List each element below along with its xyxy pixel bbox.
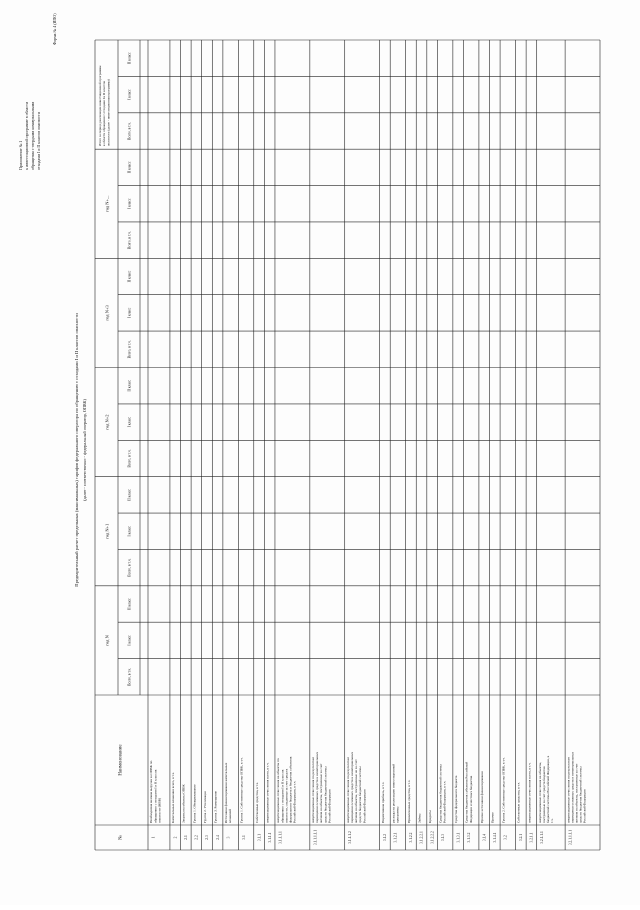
row-number-15: 3.1.2.1 — [393, 832, 398, 843]
row-name-18: Кредиты — [428, 810, 433, 823]
header-sub-2-3: II класс — [127, 489, 132, 501]
row-name-16: Привлеченные средства, в т.ч. — [406, 779, 411, 823]
row-number-14: 3.1.2 — [383, 833, 388, 842]
row-number-8: 3.1 — [241, 835, 246, 840]
row-number-25: 3.2.1 — [519, 833, 524, 842]
row-number-22: 3.1.4 — [482, 833, 487, 842]
row-number-27: 3.2.1.1.1 — [540, 831, 545, 844]
row-name-8: Группа 1. Собственные средства ОПВК, в т.ч. — [239, 757, 244, 823]
header-sub-1-1: Всего, в т.ч. — [127, 667, 132, 686]
appendix-line-4: отходами I и II классов опасности — [36, 112, 41, 170]
row-number-5: 2.3 — [205, 835, 210, 840]
row-number-11: 3.1.1.1.1 — [278, 831, 283, 844]
row-name-25: Собственные средства, в т.ч. — [516, 781, 521, 823]
form-reference: Форма № 4 (ИПО) — [52, 13, 57, 45]
row-name-28: амортизационные отчисления по результатампереоценки основных средств и нематериальныхактивов на объекты, построенные за счетсредств бюджетов бюджетной системыРоссийской Федерации — [566, 751, 587, 823]
row-number-26: 3.2.1.1 — [529, 832, 534, 843]
row-number-4: 2.2 — [194, 835, 199, 840]
row-number-23: 3.1.4.1 — [492, 832, 497, 843]
row-name-14: Нормативная прибыль, в т.ч. — [380, 781, 385, 823]
header-sub-5-1: Всего, в т.ч. — [127, 231, 132, 250]
header-sub-5-3: II класс — [127, 161, 132, 174]
row-number-12: 3.1.1.1.1.1 — [313, 829, 318, 846]
row-name-2: Капитальные вложения всего, в т.ч. — [171, 771, 176, 823]
header-total-period: Итого за период реализации инвестиционной программыв области обращения с отходами I и II классовопасности (далее - инвестиционная программа) — [98, 65, 111, 147]
header-sub-6-1: Всего, в т.ч. — [127, 121, 132, 141]
header-sub-2-1: Всего, в т.ч. — [127, 558, 132, 577]
row-number-2: 2 — [173, 836, 178, 839]
appendix-line-1: Приложение № 1 — [18, 140, 23, 170]
row-number-17: 3.1.2.2.1 — [419, 831, 424, 844]
row-name-12: амортизационные отчисления по результатампереоценки основных средств и нематериальныхактивов на объекты, построенные за счетсредств бюджетов бюджетной системыРоссийской Федерации — [311, 751, 332, 823]
row-name-23: Прочие — [490, 812, 495, 823]
row-number-16: 3.1.2.2 — [409, 832, 414, 843]
row-number-7: 3 — [226, 836, 231, 839]
row-name-7: Источники финансирования капитальныхвложений — [224, 762, 233, 823]
header-sub-4-2: I класс — [127, 307, 132, 319]
document-subtitle: (далее - соответственно - федеральный оператор, ОПВК) — [82, 399, 87, 501]
row-number-19: 3.1.3 — [440, 833, 445, 842]
row-name-24: Группа 2. Собственные средства ОПВК, в т.ч. — [501, 757, 506, 823]
header-sub-3-1: Всего, в т.ч. — [127, 449, 132, 468]
row-number-9: 3.1.1 — [257, 833, 262, 842]
row-number-24: 3.2 — [503, 835, 508, 840]
row-name-17: Займы — [417, 813, 422, 823]
row-name-15: расходы на реализацию инвестиционнойпрограммы — [391, 763, 400, 823]
row-name-13: амортизационные отчисления по результатампереоценки основных средств и нематериальныхактивов на объекты, построенные не за счетсредств бюджетов бюджетной системыРоссийской Федерации — [345, 751, 367, 823]
row-name-11: амортизационные отчисления на объекты пообращению с отходами I и II классовопасности, созданные за счет средствфедерального бюджета и бюджетов субъектовРоссийской Федерации, в т.ч. — [276, 756, 297, 823]
header-year-2: год N+1 — [104, 523, 110, 539]
row-name-21: Средства бюджетов субъектов РоссийскойФедерации и местных бюджетов — [464, 761, 473, 823]
row-number-13: 3.1.1.1.2 — [348, 831, 353, 844]
row-name-22: Прочие источники финансирования — [480, 771, 485, 823]
row-name-1: Необходимая валовая выручка за ОПВК пообращению с отходами I и II классовопасности (НВВ) — [149, 760, 162, 823]
row-number-20: 3.1.3.1 — [456, 832, 461, 843]
header-sub-2-2: I класс — [127, 526, 132, 537]
row-number-6: 2.4 — [215, 835, 220, 840]
row-number-1: 1 — [151, 836, 156, 839]
appendix-line-3: обращения с твердыми коммунальными — [30, 101, 35, 170]
header-sub-1-3: II класс — [127, 598, 132, 610]
header-year-1: год N — [104, 635, 110, 646]
row-name-26: амортизационные отчисления всего, в т.ч. — [527, 762, 532, 823]
header-sub-6-2: I класс — [127, 89, 132, 100]
row-number-21: 3.1.3.2 — [466, 832, 471, 843]
row-name-20: Средства федерального бюджета — [454, 775, 459, 823]
row-name-9: Собственные средства, в т.ч. — [254, 781, 259, 823]
row-name-3: Затраты на объекты ОПВК — [181, 784, 186, 823]
row-number-18: 3.1.2.2.2 — [430, 831, 435, 844]
row-number-28: 3.2.1.1.1.1 — [568, 829, 573, 846]
header-sub-6-3: II класс — [127, 52, 132, 65]
row-name-5: Группа 2. Утилизация — [202, 791, 207, 823]
header-number: № — [118, 835, 124, 840]
header-sub-3-2: I класс — [127, 416, 132, 428]
row-name-27: амортизационные отчисления на объекты,построенные за счет средств бюджетовбюджетной системы Российской Федерации, вт.ч. — [537, 755, 555, 823]
appendix-line-2: к инвестиционной программе в области — [24, 102, 29, 170]
row-name-4: Группа 1. Обезвреживание — [192, 784, 197, 823]
header-year-3: год N+2 — [104, 414, 110, 430]
row-name-6: Группа 3. Размещение — [213, 790, 218, 823]
header-year-4: год N+3 — [104, 305, 110, 321]
header-sub-5-2: I класс — [127, 198, 132, 209]
row-name-19: Средства бюджетов бюджетной системыРоссийской Федерации, в т.ч. — [438, 764, 447, 823]
header-name: Наименование — [118, 744, 124, 776]
header-year-5: год N+... — [104, 195, 110, 212]
header-sub-4-1: Всего, в т.ч. — [127, 340, 132, 359]
row-number-10: 3.1.1.1 — [267, 832, 272, 843]
header-sub-3-3: II класс — [127, 379, 132, 392]
header-sub-1-2: I класс — [127, 635, 132, 646]
header-sub-4-3: II класс — [127, 270, 132, 283]
row-name-10: амортизационные отчисления всего, в т.ч. — [265, 762, 270, 823]
document-title: Предварительный расчет предельных (максимальных) тарифов федерального оператора по обращению с отходами I и II классов опасности — [74, 313, 79, 587]
row-number-3: 2.1 — [184, 835, 189, 840]
